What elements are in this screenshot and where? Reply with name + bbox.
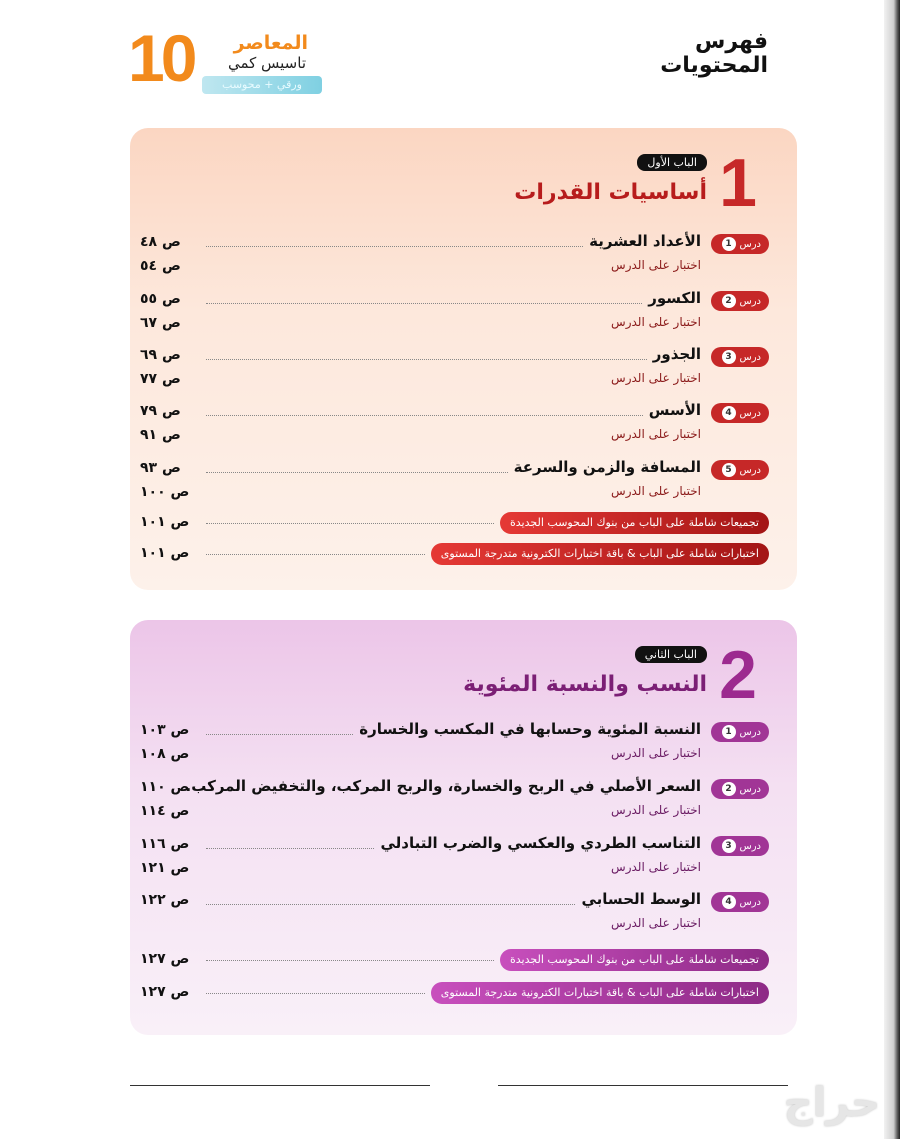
title-line-1: فهرس bbox=[695, 29, 768, 54]
extra-pill[interactable]: تجميعات شاملة على الباب من بنوك المحوسب الجديدة bbox=[500, 512, 769, 534]
dotted-leader bbox=[206, 415, 643, 416]
lesson-row[interactable] bbox=[130, 720, 797, 764]
lesson-number: 3 bbox=[722, 350, 736, 364]
lesson-page: ص ٩٣ bbox=[140, 460, 181, 476]
title-line-2: المحتويات bbox=[660, 53, 768, 78]
chapter-1-section bbox=[130, 128, 797, 590]
lesson-page: ص ٦٩ bbox=[140, 347, 181, 363]
page-edge bbox=[884, 0, 900, 1139]
extra-page: ص ١٢٧ bbox=[140, 984, 190, 1000]
lesson-badge bbox=[711, 234, 769, 254]
lesson-quiz-label[interactable]: اختبار على الدرس bbox=[611, 427, 701, 441]
lesson-label: درس bbox=[739, 840, 761, 852]
lesson-quiz-label[interactable]: اختبار على الدرس bbox=[611, 746, 701, 760]
lesson-quiz-label[interactable]: اختبار على الدرس bbox=[611, 258, 701, 272]
lesson-label: درس bbox=[739, 351, 761, 363]
watermark: حراج bbox=[783, 1080, 880, 1126]
chapter-2-section bbox=[130, 620, 797, 1035]
lesson-label: درس bbox=[739, 726, 761, 738]
logo-number: 10 bbox=[128, 21, 194, 95]
dotted-leader bbox=[206, 359, 647, 360]
lesson-row[interactable] bbox=[130, 458, 797, 502]
dotted-leader bbox=[206, 993, 425, 994]
lesson-quiz-label[interactable]: اختبار على الدرس bbox=[611, 315, 701, 329]
lesson-page: ص ١٠٣ bbox=[140, 722, 190, 738]
lesson-quiz-label[interactable]: اختبار على الدرس bbox=[611, 916, 701, 930]
lesson-label: درس bbox=[739, 783, 761, 795]
extra-page: ص ١٠١ bbox=[140, 545, 190, 561]
lesson-page: ص ١١٠ bbox=[140, 779, 190, 795]
extra-page: ص ١٢٧ bbox=[140, 951, 190, 967]
dotted-leader bbox=[206, 904, 575, 905]
lesson-badge bbox=[711, 403, 769, 423]
extra-row[interactable] bbox=[130, 543, 797, 587]
lesson-title[interactable]: الوسط الحسابي bbox=[581, 890, 701, 908]
lesson-badge bbox=[711, 779, 769, 799]
chapter-title: النسب والنسبة المئوية bbox=[463, 672, 707, 697]
lesson-badge bbox=[711, 291, 769, 311]
chapter-number: 2 bbox=[719, 637, 757, 713]
lesson-row[interactable] bbox=[130, 345, 797, 389]
quiz-page: ص ١٠٠ bbox=[140, 484, 190, 500]
lesson-number: 1 bbox=[722, 725, 736, 739]
lesson-badge bbox=[711, 460, 769, 480]
lesson-badge bbox=[711, 347, 769, 367]
lesson-page: ص ١٢٢ bbox=[140, 892, 190, 908]
lesson-page: ص ٧٩ bbox=[140, 403, 181, 419]
extra-pill[interactable]: تجميعات شاملة على الباب من بنوك المحوسب الجديدة bbox=[500, 949, 769, 971]
lesson-row[interactable] bbox=[130, 289, 797, 333]
lesson-title[interactable]: السعر الأصلي في الربح والخسارة، والربح المركب، والتخفيض المركب. bbox=[185, 777, 701, 795]
quiz-page: ص ١١٤ bbox=[140, 803, 190, 819]
book-logo bbox=[128, 21, 328, 98]
dotted-leader bbox=[206, 472, 508, 473]
lesson-row[interactable] bbox=[130, 777, 797, 821]
extra-pill[interactable]: اختبارات شاملة على الباب & باقة اختبارات الكترونية متدرجة المستوى bbox=[431, 982, 769, 1004]
lesson-number: 4 bbox=[722, 895, 736, 909]
lesson-label: درس bbox=[739, 407, 761, 419]
dotted-leader bbox=[206, 848, 374, 849]
lesson-title[interactable]: الجذور bbox=[652, 345, 701, 363]
lesson-page: ص ٤٨ bbox=[140, 234, 181, 250]
quiz-page: ص ١٢١ bbox=[140, 860, 190, 876]
logo-tagline: ورقي + محوسب bbox=[202, 76, 322, 94]
lesson-number: 5 bbox=[722, 463, 736, 477]
lesson-row[interactable] bbox=[130, 401, 797, 445]
lesson-label: درس bbox=[739, 295, 761, 307]
dotted-leader bbox=[206, 960, 494, 961]
extra-pill[interactable]: اختبارات شاملة على الباب & باقة اختبارات الكترونية متدرجة المستوى bbox=[431, 543, 769, 565]
extra-page: ص ١٠١ bbox=[140, 514, 190, 530]
quiz-page: ص ٦٧ bbox=[140, 315, 181, 331]
divider-line bbox=[130, 1085, 430, 1086]
lesson-number: 3 bbox=[722, 839, 736, 853]
lesson-number: 1 bbox=[722, 237, 736, 251]
lesson-page: ص ٥٥ bbox=[140, 291, 181, 307]
dotted-leader bbox=[206, 554, 425, 555]
lesson-title[interactable]: المسافة والزمن والسرعة bbox=[513, 458, 701, 476]
divider-line bbox=[498, 1085, 788, 1086]
dotted-leader bbox=[206, 246, 583, 247]
chapter-label: الباب الثاني bbox=[635, 646, 707, 663]
lesson-title[interactable]: النسبة المئوية وحسابها في المكسب والخسارة bbox=[359, 720, 701, 738]
lesson-quiz-label[interactable]: اختبار على الدرس bbox=[611, 371, 701, 385]
lesson-quiz-label[interactable]: اختبار على الدرس bbox=[611, 484, 701, 498]
chapter-number: 1 bbox=[719, 145, 757, 221]
lesson-label: درس bbox=[739, 464, 761, 476]
chapter-label: الباب الأول bbox=[637, 154, 707, 171]
lesson-number: 2 bbox=[722, 782, 736, 796]
lesson-number: 2 bbox=[722, 294, 736, 308]
dotted-leader bbox=[206, 523, 494, 524]
lesson-badge bbox=[711, 892, 769, 912]
quiz-page: ص ٧٧ bbox=[140, 371, 181, 387]
lesson-row[interactable] bbox=[130, 232, 797, 276]
chapter-title: أساسيات القدرات bbox=[514, 180, 707, 205]
lesson-row[interactable] bbox=[130, 834, 797, 878]
page-title bbox=[660, 30, 768, 78]
lesson-title[interactable]: الأسس bbox=[648, 401, 701, 419]
lesson-label: درس bbox=[739, 238, 761, 250]
lesson-label: درس bbox=[739, 896, 761, 908]
quiz-page: ص ٥٤ bbox=[140, 258, 181, 274]
lesson-row[interactable] bbox=[130, 890, 797, 934]
lesson-badge bbox=[711, 722, 769, 742]
lesson-badge bbox=[711, 836, 769, 856]
lesson-page: ص ١١٦ bbox=[140, 836, 190, 852]
lesson-title[interactable]: الأعداد العشرية bbox=[589, 232, 701, 250]
logo-subtitle: تاسيس كمي bbox=[227, 54, 306, 72]
extra-row[interactable] bbox=[130, 982, 797, 1026]
lesson-quiz-label[interactable]: اختبار على الدرس bbox=[611, 860, 701, 874]
dotted-leader bbox=[206, 734, 353, 735]
dotted-leader bbox=[206, 303, 642, 304]
quiz-page: ص ٩١ bbox=[140, 427, 181, 443]
quiz-page: ص ١٠٨ bbox=[140, 746, 190, 762]
lesson-number: 4 bbox=[722, 406, 736, 420]
logo-brand: المعاصر bbox=[233, 32, 308, 54]
lesson-title[interactable]: الكسور bbox=[648, 289, 701, 307]
lesson-title[interactable]: التناسب الطردي والعكسي والضرب التبادلي bbox=[380, 834, 701, 852]
lesson-quiz-label[interactable]: اختبار على الدرس bbox=[611, 803, 701, 817]
